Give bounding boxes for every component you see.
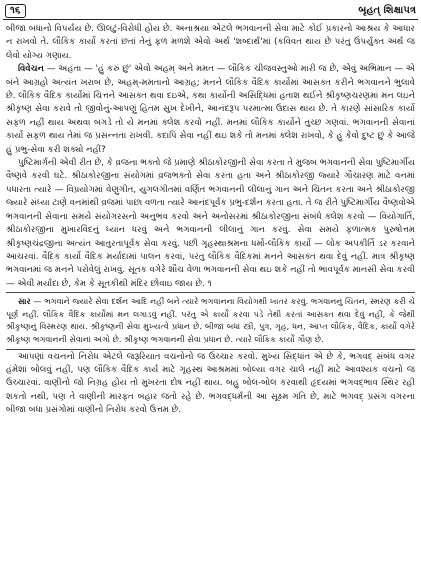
page xyxy=(3,3,418,570)
paragraph-3: પુષ્ટિમાર્ગની એવી રીત છે, કે વ્રજના ભક્તો જે પ્રમાણે શ્રીઠાકોરજીની સેવા કરતા તે મુજબ ભગવાનની સેવા પુષ્ટિમાર્ગીય વૈષ્ણવે કરવી ઘટે. શ્રીઠાકોરજીના સંયોગમાં વ્રજભક્તો સેવા કરતા હતા અને શ્રીઠાકોરજી જ્યારે ગૌચારણ માટે વનમાં પધારતા ત્યારે — વિપ્રયોગમાં વેણુગીત, યુગલગીતમાં વર્ણિત ભગવાનની લીલાનું ગાન અને ચિંતન કરતા અને શ્રીઠાકોરજી જ્યારે સંધ્યા ટાણે વનમાંથી વ્રજમાં પાછા વળતા ત્યારે આનંદપૂર્વક પ્રભુ-દર્શન કરતા હતા. તે જ રીતે પુષ્ટિમાર્ગીય વૈષ્ણવોએ ભગવાનની સેવાના સમયે સંયોગરસનો અનુભવ કરવો અને અનોસરમાં શ્રીઠાકોરજીના સંબંધે ક્લેશ કરવો — વિયોગાર્તિ, શ્રીઠાકોરજીના મુખારવિંદનું ધ્યાન ધરવું અને ભગવાનની લીલાનું ગાન કરવું. સેવા સમયે ફળાત્મક પુરુષોત્તમ શ્રીકૃષ્ણચંદ્રજીના અત્યંત આતુરતાપૂર્વક સેવા કરવું. પછી ગૃહસ્થાશ્રમના ધર્મો-લૌકિક કાર્યો — લોક અપકીર્તિ ડર કરવાને આચરવાં. વૈદિક કાર્યો વૈદિક મર્યાદામાં પાલન કરવાં, પરંતુ લૌકિક વૈદિકમાં મનને આસક્ત થવા દેવું નહીં. માત્ર શ્રીકૃષ્ણ ભગવાનમાં જ મનને પરોવેલું રાખવું. સૂતક વગેરે શૌચ વેળા ભગવાનની સેવા થઇ શકે નહીં તો ભાવપૂર્વક માનસી સેવા કરવી — એવી મર્યાદા છે, કેમ કે સૂતકીથી મંદિર છોવાઇ જાય છે. ૧ xyxy=(6,158,415,289)
vivechan-text: — અહંતા — 'હું કરું છું' એવો અહમ્ અને મમત — લૌકિક ચીજવસ્તુઓ મારી જ છે, એવું અભિમાન — એ બંને આગ્રહો અત્યંત ખરાબ છે, અહમ્-મમતાનો આગ્રહ; મનને લૌકિક વૈદિક કાર્યોમાં આસક્ત કરીને ભગવાનને ભુલાવે છે. લૌકિક વૈદિક કાર્યોમાં ચિત્તને આસક્ત થવા દઇએ, કથા કાર્યોની અસિદ્ધિમાં હતાશ થઈને શ્રીકૃષ્ણચરણમાં મન લઇને શ્રીકૃષ્ણ સેવા કરાવે તો જીવોનું-આપણું હિતમ સુખ દેખીને, આનંદરૂપ પરમાત્મા ઉદાસ થાય છે. તે કારણે સાંસારિક કાર્યો સફળ નહીં થાય અથવા બગડે તો યે મનમાં ક્લેશ કરવો નહીં. મનમાં લૌકિક કાર્યોને તુચ્છ ગણવાં. ભગવાનની સેવાનાં કાર્યો સફળ થાય તેમાં જ પ્રસન્નતા રાખવી. કદાપિ સેવા નહીં થઇ શકે તો મનમાં ક્લેશ રાખવો, કે હું કેવો દુષ્ટ છું કે આજે હું પ્રભુ-સેવા કરી શક્યો નહીં? xyxy=(6,64,415,155)
divider-bottom xyxy=(6,349,415,350)
page-content xyxy=(3,20,418,418)
vivechan-label: વિવેચન xyxy=(18,64,44,75)
sar-label: સાર xyxy=(18,296,31,307)
paragraph-4: આપણાં વચનનો નિરોધ એટલે જરૂરિયાત વચનોનો જ ઉચ્ચાર કરવો. મુખ્ય સિદ્ધાંત એ છે કે, ભગવદ્ સંબંધ વગર હંમેશાં બોલવું નહીં, પણ લૌકિક વૈદિક કાર્ય માટે ગૃહસ્થ આશ્રમમાં બોલ્યા વગર ચાલે નહીં માટે આવશ્યક વચનો જ ઉચ્ચારવાં. વાણીનો જો નિગ્રહ હોય તો મુખરતા દોષ નહીં થાય. બહુ બોલ-બોલ કરવાથી હૃદયમાં ભગવદ્ભાવ સ્થિર રહી શકતો નથી, પણ તે વાણીની મારફત બહાર જતો રહે છે. ભગવદ્ધર્મની આ સૂક્ષ્મ ગતિ છે, માટે ભગવદ્ પ્રસંગ વગરના બીજા બધા પ્રસંગોમાં વાણીનો નિરોધ કરવો ઉત્તમ છે. xyxy=(6,351,415,416)
paragraph-2 xyxy=(6,63,415,157)
sar-text: — ભગવાને જ્યારે સેવા દર્શન આદિ નહીં બને ત્યારે ભગવાનના વિયોગથી ખાતર કરવું. ભગવાનનું ચિંતન, સ્મરણ કરી ચે પૂર્ણ નહીં. લૌકિક વૈદિક કાર્યોમાં મન લગાડવું નહીં. પરંતુ એ કાર્યો કરવા પડે તેથી કરતાં આસક્ત થવા દેવું નહીં, કે જેથી શ્રીકૃષ્ણનું વિસ્મરણ થાય. શ્રીકૃષ્ણની સેવા મુખ્યત્વે પ્રધાન છે. બીજાં બધાં સ્ત્રી, પુત્ર, ગૃહ, ધન, આપ્ત લૌકિક, વૈદિક, કાર્યો વગેરે શ્રીકૃષ્ણ ભગવાનની સેવાનાં અંગો છે. શ્રીકૃષ્ણ ભગવાનની સેવા પ્રધાન છે. ત્યારે લૌકિક કાર્યો ગૌણ છે. xyxy=(6,296,415,344)
book-title: બૃહત્ શિક્ષાપત્ર xyxy=(358,5,416,16)
sar-block xyxy=(6,294,415,347)
divider-top xyxy=(6,292,415,293)
paragraph-1: બીજા બધાનો વિપર્યય છે. ઊલટું-વિરોધી હોય છે. અનાશ્રયા એટલે ભગવાનની સેવા માટે કોઈ પ્રકારનો આશ્રય કે આધાર ન રાખવો તે. લૌકિક કાર્યો કરતાં છતાં તેનું ફળ મળશે એવો અર્થ 'શબ્દાર્થ'માં (કવિવત થાય છે પરંતુ ઉપર્યુક્ત અર્થ જ લેવો યોગ્ય ગણાય. xyxy=(6,24,415,61)
page-number: ૧૬ xyxy=(5,4,26,18)
page-header xyxy=(3,3,418,20)
